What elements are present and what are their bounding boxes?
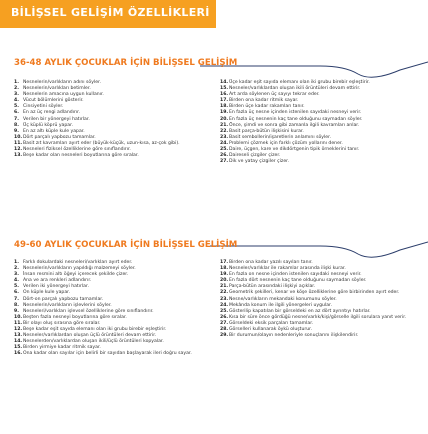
item-text: Nesneler/varlıklardan oluşan ikili örüntüleri devam ettirir. [229, 86, 361, 92]
item-text: Gösterilip kapatılan bir görseldeki en az dört ayrıntıyı hatırlar. [229, 308, 371, 314]
item-number: 4. [14, 98, 19, 104]
section-36-48 [0, 56, 428, 210]
item-text: Nesnelerin/varlıkları betimler. [23, 86, 91, 92]
list-item [220, 80, 420, 86]
list-item [220, 260, 420, 266]
item-text: Beşe kadar eşit sayıda elemanı olan iki grubu birebir eşleştirir. [23, 327, 167, 333]
list-item [220, 333, 420, 339]
item-text: Bir durumun/olayın nedenleriyle sonuçlarını ilişkilendirir. [229, 333, 359, 339]
list-item [14, 129, 204, 135]
item-text: Görselleri kullanarak öykü oluşturur. [229, 327, 313, 333]
item-text: Cinsiyetini söyler. [23, 104, 64, 110]
item-number: 8. [14, 122, 19, 128]
item-text: Görseldeki eksik parçaları tamamlar. [229, 320, 314, 326]
list-item [14, 345, 204, 351]
list-item [220, 327, 420, 333]
list-item [14, 309, 204, 315]
item-text: İnsan resmini altı öğeyi içerecek şekilde çizer. [23, 272, 129, 278]
list-item [220, 290, 420, 296]
item-number: 16. [14, 351, 23, 357]
item-number: 10. [14, 134, 23, 140]
item-text: Basit parça-bütün ilişkisini kurar. [229, 128, 304, 134]
item-text: Nesneler/varlıklar ile rakamlar arasında ilişki kurar. [229, 266, 346, 272]
list-left [14, 80, 204, 159]
list-item [220, 303, 420, 309]
item-number: 25. [220, 308, 229, 314]
item-text: Dört-on parçalı yapbozu tamamlar. [23, 296, 104, 302]
list-item [220, 272, 420, 278]
item-number: 24. [220, 140, 229, 146]
item-text: Problemi çözmek için farklı çözüm yollarını dener. [229, 140, 343, 146]
item-number: 21. [220, 122, 229, 128]
item-text: Parça-bütün arasındaki ilişkiyi açıklar. [229, 284, 316, 290]
item-number: 10. [14, 314, 23, 320]
list-item [220, 266, 420, 272]
item-number: 19. [220, 110, 229, 116]
item-number: 5. [14, 284, 19, 290]
item-text: Mekânda konum ile ilgili yönergeleri uygular. [229, 302, 332, 308]
item-number: 29. [220, 333, 229, 339]
item-text: Nesnelerin amacına uygun kullanır. [23, 92, 104, 98]
list-item [220, 98, 420, 104]
item-text: Ona kadar olan sayılar için belirli bir sayıdan başlayarak ileri doğru sayar. [23, 351, 192, 357]
section-title-wrap [14, 56, 237, 70]
list-item [14, 98, 204, 104]
section-title: 36-48 AYLIK ÇOCUKLAR İÇİN BİLİŞSEL GELİŞİM [14, 58, 238, 68]
item-text: En fazla üç nesne içinden istenilen sayıdaki nesneyi verir. [229, 110, 362, 116]
section-49-60 [0, 238, 428, 434]
item-number: 8. [14, 302, 19, 308]
item-number: 13. [14, 153, 23, 159]
item-text: Nesnelerden/varlıklardan oluşan ikili/üçlü örüntüleri kopyalar. [23, 339, 164, 345]
item-text: Bir olayı oluş sırasına göre sıralar. [23, 320, 101, 326]
item-text: Basit sembollerin/işaretlerin anlamını söyler. [229, 134, 332, 140]
item-text: Basit zıt kavramları ayırt eder (büyük-küçük, uzun-kısa, az-çok gibi). [23, 140, 180, 146]
item-number: 7. [14, 116, 19, 122]
item-text: Kısa bir süre önce gördüğü nesne/varlık/kişi/görselle ilgili sorulara yanıt verir. [229, 314, 407, 320]
item-text: Daire, üçgen, kare ve dikdörtgenin tipik örneklerini tanır. [229, 147, 360, 153]
item-text: Nesneleri/varlıkları işlevsel özelliklerine göre sınıflandırır. [23, 308, 154, 314]
list-item [14, 147, 204, 153]
section-title: 49-60 AYLIK ÇOCUKLAR İÇİN BİLİŞSEL GELİŞİM [14, 240, 238, 250]
item-text: En fazla on nesne içinden istenilen sayıdaki nesneyi verir. [229, 272, 362, 278]
list-item [14, 321, 204, 327]
list-item [220, 147, 420, 153]
item-text: En fazla dört nesnenin kaç tane olduğunu saymadan söyler. [229, 278, 367, 284]
list-item [220, 315, 420, 321]
list-item [14, 92, 204, 98]
item-text: En fazla üç nesnenin kaç tane olduğunu saymadan söyler. [229, 116, 363, 122]
item-number: 22. [220, 128, 229, 134]
list-item [14, 272, 204, 278]
list-item [14, 153, 204, 159]
item-text: Verilen iki yönergeyi hatırlar. [23, 284, 89, 290]
item-number: 1. [14, 80, 19, 85]
list-item [220, 110, 420, 116]
item-number: 4. [14, 278, 19, 284]
item-text: Ana ve ara renkleri adlandırır. [23, 278, 92, 284]
item-text: Nesne/varlıkların mekandaki konumunu söyler. [229, 296, 337, 302]
list-item [14, 135, 204, 141]
list-item [14, 278, 204, 284]
list-left [14, 260, 204, 358]
list-item [14, 80, 204, 86]
list-item [14, 327, 204, 333]
item-text: Birden yirmiye kadar ritmik sayar. [23, 345, 101, 351]
list-item [220, 321, 420, 327]
item-number: 3. [14, 272, 19, 278]
list-item [14, 110, 204, 116]
banner [0, 0, 216, 28]
item-number: 20. [220, 116, 229, 122]
item-number: 18. [220, 266, 229, 272]
list-item [14, 141, 204, 147]
list-item [220, 129, 420, 135]
list-item [220, 135, 420, 141]
item-number: 22. [220, 290, 229, 296]
list-item [14, 290, 204, 296]
list-item [220, 86, 420, 92]
item-number: 2. [14, 86, 19, 92]
item-number: 15. [14, 345, 23, 351]
list-item [14, 315, 204, 321]
item-text: On küple kule yapar. [23, 290, 71, 296]
item-number: 6. [14, 290, 19, 296]
item-number: 27. [220, 320, 229, 326]
list-item [14, 339, 204, 345]
item-text: Geometrik şekilleri, kenar ve köşe özelliklerine göre birbirinden ayırt eder. [229, 290, 400, 296]
item-text: Birden ona kadar yazılı sayıları tanır. [229, 260, 313, 265]
item-text: Farklı dokulardaki nesneleri/varlıkları ayırt eder. [23, 260, 133, 265]
list-item [14, 123, 204, 129]
item-number: 9. [14, 308, 19, 314]
item-number: 5. [14, 104, 19, 110]
item-text: Beşe kadar olan nesneleri boyutlarına göre sıralar. [23, 153, 139, 159]
list-right [220, 260, 420, 339]
item-text: Birden ona kadar ritmik sayar. [229, 98, 299, 104]
list-item [220, 141, 420, 147]
item-text: Verilen bir yönergeyi hatırlar. [23, 116, 90, 122]
item-number: 6. [14, 110, 19, 116]
item-number: 9. [14, 128, 19, 134]
item-number: 25. [220, 147, 229, 153]
item-text: Birden üçe kadar rakamları tanır. [229, 104, 305, 110]
item-text: Nesneler/varlıklardan oluşan üçlü örüntüleri devam ettirir. [23, 333, 157, 339]
item-text: Dik ve yatay çizgiler çizer. [229, 159, 290, 165]
item-text: Nesnelerin/varlıkların işlevlerini söyler. [23, 302, 112, 308]
item-number: 27. [220, 159, 229, 165]
list-item [14, 266, 204, 272]
item-text: Nesneleri fiziksel özelliklerine göre sınıflandırır. [23, 147, 131, 153]
item-text: Üç küplü köprü yapar. [23, 122, 74, 128]
item-text: Üçe kadar eşit sayıda elemanı olan iki grubu birebir eşleştirir. [229, 80, 370, 85]
item-text: Nesnelerin/varlıkların yapıldığı malzemeyi söyler. [23, 266, 136, 272]
section-title-wrap [14, 238, 237, 252]
item-number: 18. [220, 104, 229, 110]
item-number: 23. [220, 296, 229, 302]
item-text: En az üç rengi adlandırır. [23, 110, 81, 116]
item-number: 19. [220, 272, 229, 278]
item-number: 21. [220, 284, 229, 290]
item-text: Art arda söylenen üç sayıyı tekrar eder. [229, 92, 320, 98]
list-item [14, 260, 204, 266]
item-number: 12. [14, 147, 23, 153]
item-number: 28. [220, 327, 229, 333]
item-text: Önce, şimdi ve sonra gibi zamanla ilgili kavramları anlar. [229, 122, 360, 128]
item-number: 11. [14, 320, 23, 326]
item-number: 3. [14, 92, 19, 98]
item-text: En az altı küple kule yapar. [23, 128, 85, 134]
list-item [220, 159, 420, 165]
item-text: Dört parçalı yapbozu tamamlar. [23, 134, 96, 140]
item-number: 17. [220, 98, 229, 104]
list-item [14, 297, 204, 303]
top-bar [0, 0, 428, 30]
list-item [14, 303, 204, 309]
item-text: Daireseli çizgiler çizer. [229, 153, 281, 159]
item-text: Nesnelerin/varlıkların adını söyler. [23, 80, 101, 85]
item-text: Beşten fazla nesneyi boyutlarına göre sıralar. [23, 314, 127, 320]
list-item [14, 117, 204, 123]
item-number: 11. [14, 140, 23, 146]
list-item [220, 123, 420, 129]
item-number: 24. [220, 302, 229, 308]
item-number: 12. [14, 327, 23, 333]
item-number: 15. [220, 86, 229, 92]
list-item [14, 86, 204, 92]
item-number: 14. [220, 80, 229, 85]
item-text: Vücut bölümlerini gösterir. [23, 98, 84, 104]
banner-title: BİLİŞSEL GELİŞİM ÖZELLİKLERİ [11, 6, 210, 19]
list-item [220, 92, 420, 98]
item-number: 14. [14, 339, 23, 345]
item-number: 2. [14, 266, 19, 272]
list-item [14, 333, 204, 339]
list-item [220, 297, 420, 303]
item-number: 1. [14, 260, 19, 265]
list-item [14, 351, 204, 357]
item-number: 7. [14, 296, 19, 302]
list-item [220, 117, 420, 123]
item-number: 26. [220, 314, 229, 320]
list-item [220, 153, 420, 159]
item-number: 17. [220, 260, 229, 265]
item-number: 20. [220, 278, 229, 284]
item-number: 13. [14, 333, 23, 339]
list-item [220, 309, 420, 315]
item-number: 16. [220, 92, 229, 98]
list-item [220, 278, 420, 284]
list-right [220, 80, 420, 165]
item-number: 23. [220, 134, 229, 140]
item-number: 26. [220, 153, 229, 159]
